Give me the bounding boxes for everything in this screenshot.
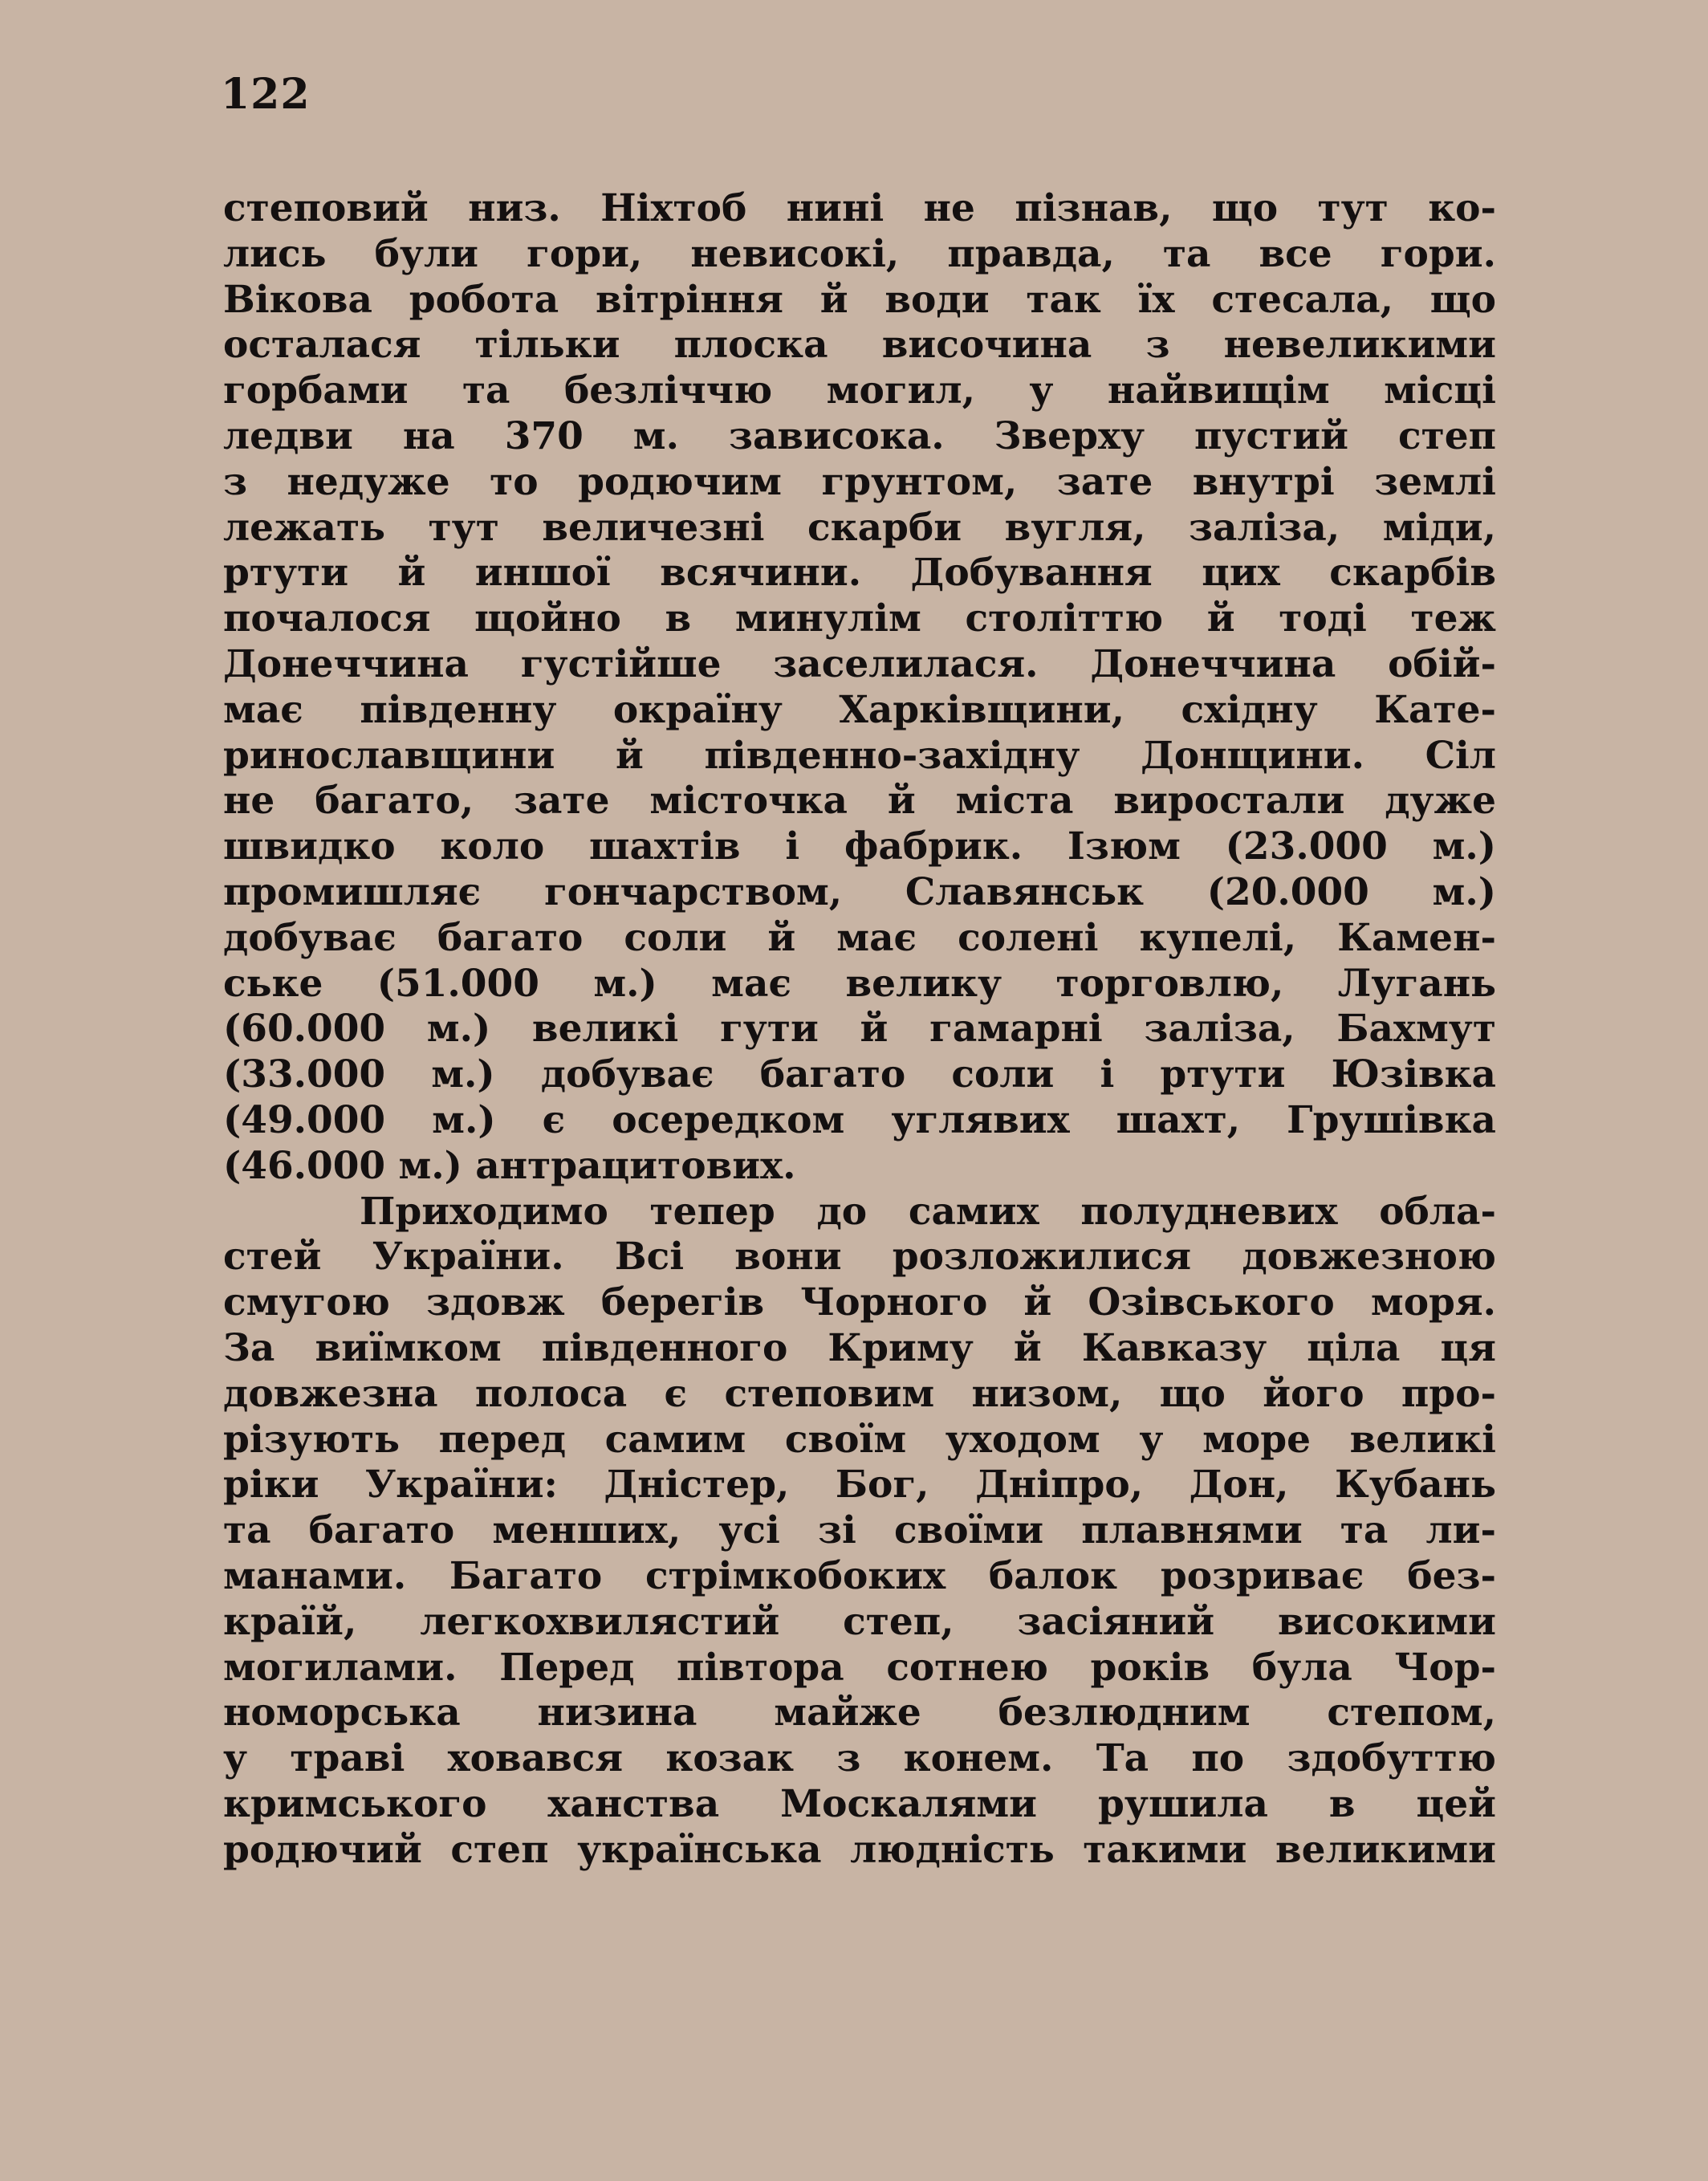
text-line: горбами та безліччю могил, у найвищім місці [223, 368, 1496, 413]
text-line: За виїмком південного Криму й Кавказу ціла ця [223, 1325, 1496, 1370]
text-line: промишляє гончарством, Славянськ (20.000 м.) [223, 869, 1496, 914]
text-line: довжезна полоса є степовим низом, що його про- [223, 1371, 1496, 1416]
text-line: осталася тільки плоска височина з невеликими [223, 323, 1496, 368]
text-line: лежать тут величезні скарби вугля, заліза, міди, [223, 505, 1496, 550]
text-line: могилами. Перед півтора сотнею років була Чор- [223, 1645, 1496, 1690]
text-line: смугою здовж берегів Чорного й Озівського моря. [223, 1280, 1496, 1325]
text-line: номорська низина майже безлюдним степом, [223, 1691, 1496, 1735]
text-line: ринославщини й південно-західну Донщини. Сіл [223, 733, 1496, 778]
text-line: Донеччина густійше заселилася. Донеччина обій- [223, 641, 1496, 686]
text-line: ріки України: Дністер, Бог, Дніпро, Дон, Кубань [223, 1463, 1496, 1508]
text-line: та багато менших, усі зі своїми плавнями та ли- [223, 1508, 1496, 1553]
text-line: (46.000 м.) антрацитових. [223, 1143, 796, 1188]
text-line: почалося щойно в минулім століттю й тоді теж [223, 596, 1496, 641]
text-line: родючий степ українська людність такими великими [223, 1827, 1496, 1872]
text-line: різують перед самим своїм уходом у море великі [223, 1417, 1496, 1462]
text-line: кримського ханства Москалями рушила в цей [223, 1781, 1496, 1826]
text-line: манами. Багато стрімкобоких балок розриває без- [223, 1553, 1496, 1598]
text-line: має південну окраїну Харківщини, східну Кате- [223, 687, 1496, 732]
text-line: добуває багато соли й має солені купелі, Камен- [223, 915, 1496, 960]
text-line: Приходимо тепер до самих полудневих обла- [360, 1189, 1496, 1234]
text-line: швидко коло шахтів і фабрик. Ізюм (23.000 м.) [223, 824, 1496, 869]
paragraph-2 [223, 1190, 1496, 1874]
text-line: (33.000 м.) добуває багато соли і ртути Юзівка [223, 1052, 1496, 1097]
text-line: ртути й иншої всячини. Добування цих скарбів [223, 551, 1496, 596]
text-line: (60.000 м.) великі гути й гамарні заліза, Бахмут [223, 1007, 1496, 1052]
text-line: країй, легкохвилястий степ, засіяний високими [223, 1599, 1496, 1644]
text-line: лись були гори, невисокі, правда, та все гори. [223, 231, 1496, 276]
text-line: з недуже то родючим грунтом, зате внутрі землі [223, 459, 1496, 504]
text-line: стей України. Всі вони розложилися довжезною [223, 1235, 1496, 1280]
text-line: ледви на 370 м. зависока. Зверху пустий степ [223, 413, 1496, 458]
text-line: у траві ховався козак з конем. Та по здобуттю [223, 1736, 1496, 1781]
body-text [223, 186, 1496, 1873]
text-line: Вікова робота вітріння й води так їх стесала, що [223, 277, 1496, 322]
text-line: степовий низ. Ніхтоб нині не пізнав, що тут ко- [223, 186, 1496, 230]
text-line: (49.000 м.) є осередком углявих шахт, Грушівка [223, 1097, 1496, 1142]
page-number: 122 [221, 70, 311, 119]
text-line: ське (51.000 м.) має велику торговлю, Лугань [223, 961, 1496, 1006]
paragraph-1 [223, 186, 1496, 1190]
text-line: не багато, зате місточка й міста виростали дуже [223, 779, 1496, 824]
